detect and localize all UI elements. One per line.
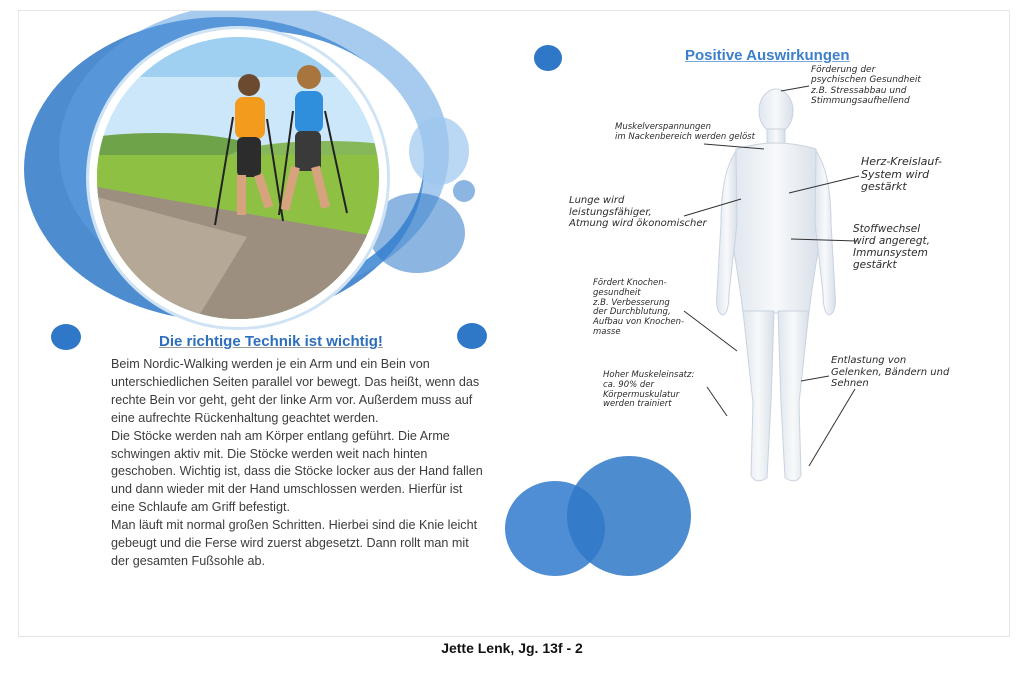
section-heading-effects: Positive Auswirkungen [685,47,850,64]
body-paragraph: Man läuft mit normal großen Schritten. Hierbei sind die Knie leicht gebeugt und die Ferse wird zuerst abgesetzt. Dann rollt man mit der gesamten Fußsohle ab. [111,518,478,568]
body-paragraph: Die Stöcke werden nah am Körper entlang geführt. Die Arme schwingen aktiv mit. Die Stöcke werden weit nach hinten geschoben. Wichtig ist, dass die Stöcke locker aus der Hand fallen und dann wieder mit der Hand umschlossen werden. Hierfür ist eine Schlaufe am Griff befestigt. [111,428,483,515]
booklet-page [18,10,1010,637]
annotation-bone: Fördert Knochen- gesundheit z.B. Verbesserung der Durchblutung, Aufbau von Knochen- masse [593,278,685,337]
annotation-muscle: Hoher Muskeleinsatz: ca. 90% der Körpermuskulatur werden trainiert [603,370,695,410]
section-heading-technique: Die richtige Technik ist wichtig! [159,333,383,350]
author-credit: Jette Lenk, Jg. 13f - 2 [441,640,583,656]
annotation-psyche: Förderung der psychischen Gesundheit z.B. Stressabbau und Stimmungsaufhellend [811,65,921,107]
annotation-metabolism: Stoffwechsel wird angeregt, Immunsystem gestärkt [853,223,930,272]
body-paragraph: Beim Nordic-Walking werden je ein Arm und ein Bein von unterschiedlichen Seiten parallel vor bewegt. Das heißt, wenn das rechte Bein vor geht, geht der linke Arm vor. Außerdem muss auf eine aufrechte Rückenhaltung geachtet werden. [111,357,480,425]
annotation-heart: Herz-Kreislauf- System wird gestärkt [861,155,943,194]
annotation-muscle-tension: Muskelverspannungen im Nackenbereich werden gelöst [615,122,755,142]
annotation-lungs: Lunge wird leistungsfähiger, Atmung wird ökonomischer [569,195,707,229]
annotation-joints: Entlastung von Gelenken, Bändern und Sehnen [831,355,950,389]
